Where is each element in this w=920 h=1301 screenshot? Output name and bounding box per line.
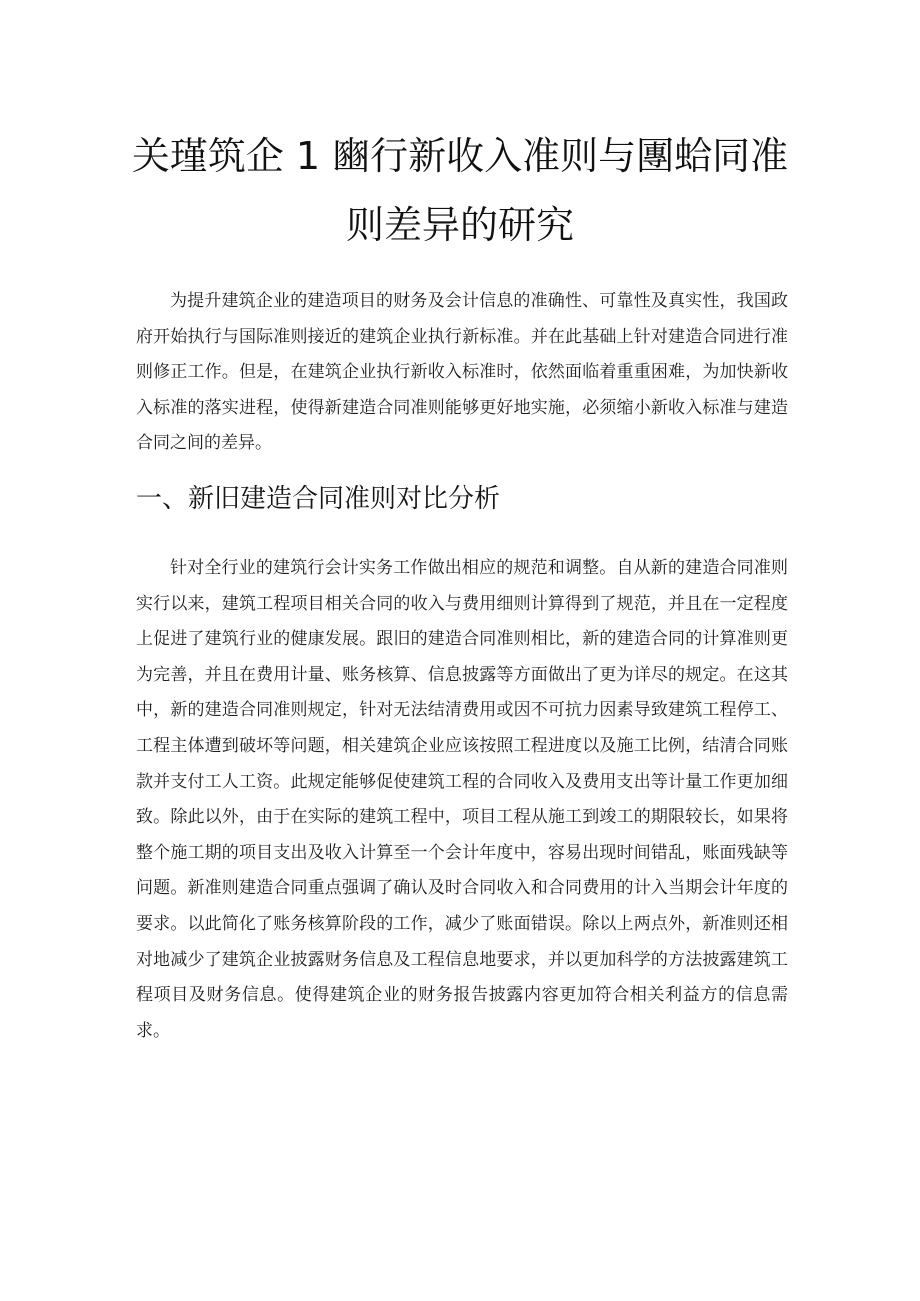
section-heading-1: 一、新旧建造合同准则对比分析 [136,484,501,514]
document-title-line-1: 关瑾筑企 1 豳行新收入准则与團蛤同准 [131,134,789,178]
section-1-paragraph: 针对全行业的建筑行会计实务工作做出相应的规范和调整。自从新的建造合同准则实行以来，建筑工程项目相关合同的收入与费用细则计算得到了规范，并且在一定程度上促进了建筑行业的健康发展。跟旧的建造合同准则相比，新的建造合同的计算准则更为完善，并且在费用计量、账务核算、信息披露等方面做出了更为详尽的规定。在这其中，新的建造合同准则规定，针对无法结清费用或因不可抗力因素导致建筑工程停工、工程主体遭到破坏等问题，相关建筑企业应该按照工程进度以及施工比例，结清合同账款并支付工人工资。此规定能够促使建筑工程的合同收入及费用支出等计量工作更加细致。除此以外，由于在实际的建筑工程中，项目工程从施工到竣工的期限较长，如果将整个施工期的项目支出及收入计算至一个会计年度中，容易出现时间错乱，账面残缺等问题。新准则建造合同重点强调了确认及时合同收入和合同费用的计入当期会计年度的要求。以此简化了账务核算阶段的工作，减少了账面错误。除以上两点外，新准则还相对地减少了建筑企业披露财务信息及工程信息地要求，并以更加科学的方法披露建筑工程项目及财务信息。使得建筑企业的财务报告披露内容更加符合相关利益方的信息需求。 [136,558,788,1041]
document-title-line-2: 则差异的研究 [345,203,574,247]
intro-paragraph: 为提升建筑企业的建造项目的财务及会计信息的准确性、可靠性及真实性，我国政府开始执行与国际准则接近的建筑企业执行新标准。并在此基础上针对建造合同进行准则修正工作。但是，在建筑企业执行新收入标准时，依然面临着重重困难，为加快新收入标准的落实进程，使得新建造合同准则能够更好地实施，必须缩小新收入标准与建造合同之间的差异。 [136,291,788,454]
